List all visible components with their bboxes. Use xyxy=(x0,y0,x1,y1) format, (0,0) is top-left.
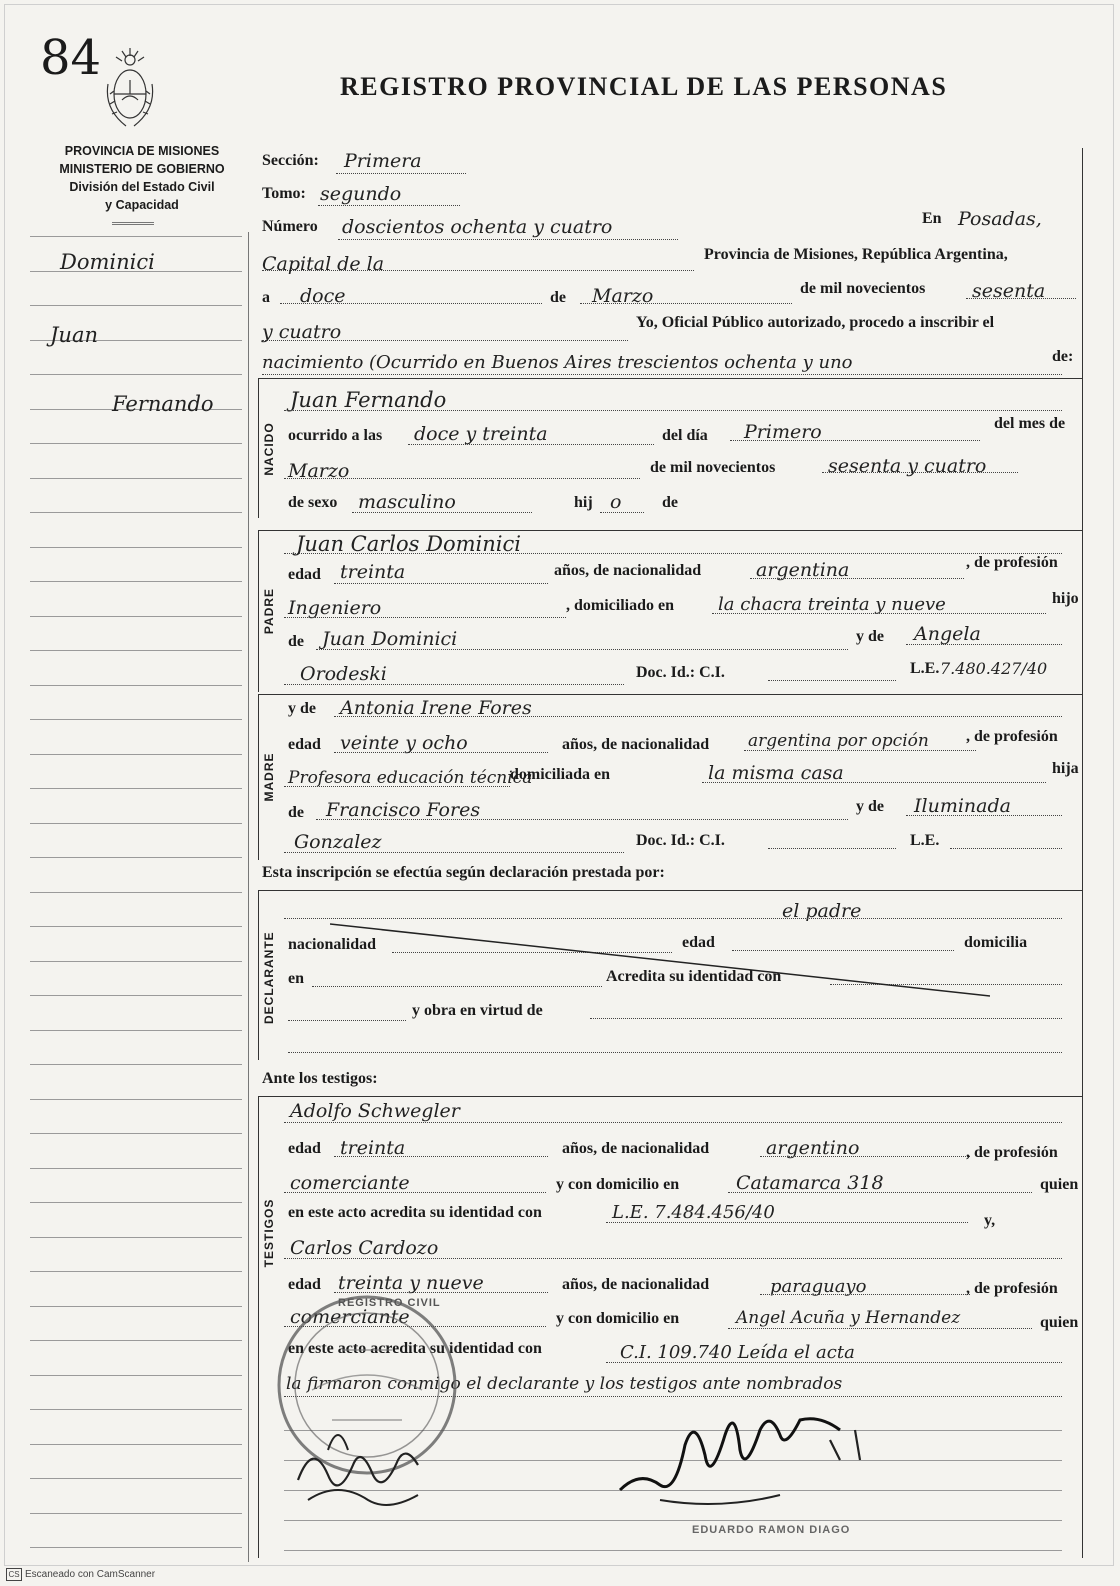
nacido-dia-dots xyxy=(730,440,980,441)
padre-doc-label: Doc. Id.: C.I. xyxy=(636,664,725,681)
nacido-anio-value: sesenta y cuatro xyxy=(828,455,987,477)
testigo2-edad-label: edad xyxy=(288,1276,321,1293)
acta-dots xyxy=(262,374,1062,375)
padre-profesion-value: Ingeniero xyxy=(288,597,382,619)
margin-rule xyxy=(30,1375,242,1376)
testigos-section-label: TESTIGOS xyxy=(262,1198,276,1268)
hij-label: hij xyxy=(574,494,593,511)
padre-hijo-label: hijo xyxy=(1052,590,1079,607)
margin-rule xyxy=(30,1409,242,1410)
testigo1-name: Adolfo Schwegler xyxy=(290,1100,460,1122)
nacido-mes-value: Marzo xyxy=(288,460,350,482)
madre-edad-label: edad xyxy=(288,736,321,753)
madre-domicilio-dots xyxy=(702,782,1046,783)
del-mes-label: del mes de xyxy=(994,415,1066,432)
padre-le-label: L.E. xyxy=(910,660,940,677)
hora-dots xyxy=(408,444,654,445)
padre-domicilio-dots xyxy=(712,613,1046,614)
margin-rule xyxy=(30,719,242,720)
madre-prof-label: , de profesión xyxy=(966,728,1058,745)
testigo1-doc-dots xyxy=(606,1222,968,1223)
declarante-en-label: en xyxy=(288,970,304,987)
dia-value: doce xyxy=(300,285,346,307)
madre-box xyxy=(258,694,259,860)
seccion-value: Primera xyxy=(344,150,422,172)
testigo2-doc-value: C.I. 109.740 Leída el acta xyxy=(620,1342,855,1363)
testigo1-nac-value: argentino xyxy=(766,1137,860,1159)
padre-de-label: de xyxy=(288,633,304,650)
testigo1-profesion-value: comerciante xyxy=(290,1172,410,1194)
madre-profesion-value: Profesora educación técnica xyxy=(288,768,533,788)
mes-value: Marzo xyxy=(592,285,654,307)
yo-label: Yo, Oficial Público autorizado, procedo a inscribir el xyxy=(636,314,995,331)
testigo1-domicilio-value: Catamarca 318 xyxy=(736,1172,884,1194)
del-dia-label: del día xyxy=(662,427,708,444)
declarante-section-label: DECLARANTE xyxy=(262,931,276,1024)
testigo2-nac-dots xyxy=(760,1294,970,1295)
nacido-section-label: NACIDO xyxy=(262,422,276,476)
nacido-dia-value: Primero xyxy=(744,421,822,443)
numero-label: Número xyxy=(262,218,318,235)
margin-rule xyxy=(30,1064,242,1065)
margin-rule xyxy=(30,1513,242,1514)
padre-nac-value: argentina xyxy=(756,559,850,581)
testigo2-domicilio-dots xyxy=(728,1328,1032,1329)
madre-nac-dots xyxy=(744,750,976,751)
testigo1-domicilio-dots xyxy=(728,1192,1032,1193)
nacido-name-dots xyxy=(284,410,1062,411)
madre-doc-dots xyxy=(768,848,896,849)
nacido-mil-label: de mil novecientos xyxy=(650,459,776,476)
testigo2-profesion-value: comerciante xyxy=(290,1306,410,1328)
padre-box xyxy=(258,530,259,692)
testigo1-nac-dots xyxy=(760,1156,970,1157)
nacido-box xyxy=(258,378,259,518)
margin-rule xyxy=(30,512,242,513)
padre-prof-label: , de profesión xyxy=(966,554,1058,571)
acta-de-label: de: xyxy=(1052,348,1074,365)
testigo1-profesion-dots xyxy=(284,1192,546,1193)
margin-rule xyxy=(30,305,242,306)
padre-edad-dots xyxy=(334,583,548,584)
madre-padre-value: Francisco Fores xyxy=(326,799,481,821)
declarante-strike xyxy=(330,920,990,1000)
sexo-value: masculino xyxy=(358,491,456,513)
nacido-de-label: de xyxy=(662,494,678,511)
hora-value: doce y treinta xyxy=(414,423,548,445)
sexo-dots xyxy=(352,512,532,513)
acta-value: nacimiento (Ocurrido en Buenos Aires trescientos ochenta y uno xyxy=(262,352,853,373)
padre-nac-dots xyxy=(750,578,964,579)
testigo2-nac-label: años, de nacionalidad xyxy=(562,1276,710,1293)
padre-padre-value: Juan Dominici xyxy=(322,628,458,650)
margin-rule xyxy=(30,857,242,858)
seal-text: EDUARDO RAMON DIAGO xyxy=(692,1524,851,1536)
official-signature xyxy=(288,1410,438,1520)
declarante-dom-label: domicilia xyxy=(964,934,1028,951)
declaracion-text: Esta inscripción se efectúa según declaración prestada por: xyxy=(262,864,665,881)
madre-nac-value: argentina por opción xyxy=(748,731,929,751)
de-label: de xyxy=(550,289,566,306)
declarante-obra-dots-left xyxy=(288,1020,406,1021)
hij-value: o xyxy=(610,491,622,513)
coat-of-arms-icon xyxy=(100,44,160,134)
testigos-top-rule xyxy=(258,1096,1082,1097)
testigo2-domicilio-value: Angel Acuña y Hernandez xyxy=(736,1308,961,1328)
declarante-obra-dots xyxy=(590,1018,1062,1019)
madre-yde2-label: y de xyxy=(856,798,884,815)
testigo2-quien-label: quien xyxy=(1040,1314,1079,1331)
en-label: En xyxy=(922,210,942,227)
margin-rule xyxy=(30,478,242,479)
margin-rule xyxy=(30,685,242,686)
declaracion-dots xyxy=(284,918,1062,919)
testigo1-dom-label: y con domicilio en xyxy=(556,1176,680,1193)
padre-padre-dots xyxy=(316,649,848,650)
margin-rule xyxy=(30,1271,242,1272)
padre-dom-label: , domiciliado en xyxy=(566,597,675,614)
margin-rule xyxy=(30,823,242,824)
margin-rule xyxy=(30,1478,242,1479)
madre-le-label: L.E. xyxy=(910,832,940,849)
declarante-edad-label: edad xyxy=(682,934,715,951)
testigo2-prof-label: , de profesión xyxy=(966,1280,1058,1297)
padre-profesion-dots xyxy=(284,617,566,618)
nacido-name: Juan Fernando xyxy=(290,388,447,412)
declarante-obra-label: y obra en virtud de xyxy=(412,1002,543,1019)
margin-rule xyxy=(30,547,242,548)
testigo1-quien-label: quien xyxy=(1040,1176,1079,1193)
stamp-text: REGISTRO CIVIL xyxy=(338,1297,441,1309)
madre-domicilio-value: la misma casa xyxy=(708,762,844,784)
testigo1-y-label: y, xyxy=(984,1212,996,1229)
tomo-value: segundo xyxy=(320,183,402,205)
testigo1-edad-dots xyxy=(334,1156,548,1157)
anio-dots-1 xyxy=(966,298,1076,299)
form-right-border xyxy=(1082,148,1083,1558)
madre-top-rule xyxy=(258,694,1082,695)
margin-rule xyxy=(30,1030,242,1031)
madre-madre1-dots xyxy=(906,815,1062,816)
margin-rule xyxy=(30,961,242,962)
madre-padre-dots xyxy=(316,819,848,820)
madre-name-dots xyxy=(334,716,1062,717)
margin-name-2: Fernando xyxy=(112,392,214,416)
padre-madre1-dots xyxy=(906,644,1062,645)
testigo2-edad-value: treinta y nueve xyxy=(338,1272,484,1294)
madre-section-label: MADRE xyxy=(262,752,276,802)
page-title: REGISTRO PROVINCIAL DE LAS PERSONAS xyxy=(340,72,948,101)
declarante-last-dots xyxy=(288,1052,1062,1053)
scanner-footer xyxy=(6,1568,155,1581)
testigos-cierre-value: la firmaron conmigo el declarante y los testigos ante nombrados xyxy=(286,1374,843,1394)
capital-dots xyxy=(262,270,694,271)
madre-dom-label: domiciliada en xyxy=(510,766,611,783)
left-header-division: División del Estado Civil xyxy=(69,180,215,194)
testigo1-prof-label: , de profesión xyxy=(966,1144,1058,1161)
testigo2-doc-dots xyxy=(606,1362,1062,1363)
margin-surname: Dominici xyxy=(60,250,155,274)
signature-rule xyxy=(284,1520,1062,1521)
margin-rule xyxy=(30,1340,242,1341)
padre-name-dots xyxy=(284,553,1062,554)
padre-edad-value: treinta xyxy=(340,561,406,583)
madre-edad-dots xyxy=(334,752,548,753)
testigos-header: Ante los testigos: xyxy=(262,1070,378,1087)
madre-madre1-value: Iluminada xyxy=(914,795,1011,817)
padre-top-rule xyxy=(258,530,1082,531)
ocurrido-label: ocurrido a las xyxy=(288,427,383,444)
sexo-label: de sexo xyxy=(288,494,338,511)
testigo2-name-dots xyxy=(284,1258,1062,1259)
madre-yde-label: y de xyxy=(288,700,316,717)
testigo2-acredita-label: en este acto acredita su identidad con xyxy=(288,1340,542,1357)
hij-dots xyxy=(600,512,644,513)
margin-rule xyxy=(30,374,242,375)
madre-le-dots xyxy=(950,848,1062,849)
left-header-capacity: y Capacidad xyxy=(105,198,179,212)
provincia-label: Provincia de Misiones, República Argentina, xyxy=(704,246,1008,263)
margin-rule xyxy=(30,1547,242,1548)
testigo2-name: Carlos Cardozo xyxy=(290,1237,439,1259)
margin-rule xyxy=(30,1099,242,1100)
padre-madre1-value: Angela xyxy=(914,623,981,645)
margin-rule xyxy=(30,650,242,651)
mes-dots xyxy=(580,303,792,304)
tomo-label: Tomo: xyxy=(262,185,306,202)
padre-madre2-dots xyxy=(284,684,624,685)
en-value: Posadas, xyxy=(958,208,1042,230)
padre-doc-dots xyxy=(768,680,896,681)
capital-value: Capital de la xyxy=(262,253,385,275)
margin-rule xyxy=(30,1202,242,1203)
nacido-anio-dots xyxy=(822,472,1018,473)
left-header-province: PROVINCIA DE MISIONES xyxy=(64,144,220,158)
mil-label: de mil novecientos xyxy=(800,280,926,297)
margin-rule xyxy=(30,788,242,789)
margin-rule xyxy=(30,995,242,996)
padre-yde-label: y de xyxy=(856,628,884,645)
numero-dots xyxy=(338,239,678,240)
madre-de-label: de xyxy=(288,804,304,821)
margin-separator xyxy=(248,232,249,1562)
testigos-box xyxy=(258,1096,259,1558)
margin-rule xyxy=(30,892,242,893)
declarante-box xyxy=(258,890,259,1060)
anio-value-1: sesenta xyxy=(972,280,1046,302)
left-header-underline xyxy=(112,222,154,225)
numero-value: doscientos ochenta y cuatro xyxy=(342,216,613,238)
page-number: 84 xyxy=(40,30,102,86)
a-label: a xyxy=(262,289,270,306)
madre-edad-value: veinte y ocho xyxy=(340,732,468,754)
nacido-mes-dots xyxy=(284,478,640,479)
margin-rule xyxy=(30,926,242,927)
margin-rule xyxy=(30,1168,242,1169)
declarante-nac-label: nacionalidad xyxy=(288,936,377,953)
madre-hija-label: hija xyxy=(1052,760,1079,777)
madre-nac-label: años, de nacionalidad xyxy=(562,736,710,753)
margin-rule xyxy=(30,1306,242,1307)
testigo1-doc-value: L.E. 7.484.456/40 xyxy=(612,1202,775,1223)
camscanner-logo-icon: CS xyxy=(6,1568,22,1581)
declarant-signature xyxy=(600,1400,900,1520)
left-header xyxy=(36,142,248,214)
padre-edad-label: edad xyxy=(288,566,321,583)
anio-value-2: y cuatro xyxy=(262,321,342,343)
padre-section-label: PADRE xyxy=(262,587,276,635)
madre-madre2-dots xyxy=(284,852,624,853)
madre-doc-label: Doc. Id.: C.I. xyxy=(636,832,725,849)
dia-dots xyxy=(280,303,542,304)
padre-nac-label: años, de nacionalidad xyxy=(554,562,702,579)
testigo1-nac-label: años, de nacionalidad xyxy=(562,1140,710,1157)
margin-rule xyxy=(30,1444,242,1445)
margin-rule xyxy=(30,1133,242,1134)
anio-dots-2 xyxy=(262,340,628,341)
testigo1-edad-value: treinta xyxy=(340,1137,406,1159)
margin-rule xyxy=(30,754,242,755)
testigo2-dom-label: y con domicilio en xyxy=(556,1310,680,1327)
madre-profesion-dots xyxy=(284,786,510,787)
testigo2-nac-value: paraguayo xyxy=(770,1276,867,1297)
margin-rule xyxy=(30,443,242,444)
declaracion-value: el padre xyxy=(782,900,862,922)
padre-name: Juan Carlos Dominici xyxy=(296,532,521,556)
margin-rule xyxy=(30,616,242,617)
margin-rule xyxy=(30,1237,242,1238)
tomo-dots xyxy=(318,205,460,206)
margin-rule xyxy=(30,581,242,582)
footer-text: Escaneado con CamScanner xyxy=(25,1569,156,1580)
left-header-ministry: MINISTERIO DE GOBIERNO xyxy=(59,162,225,176)
testigo1-edad-label: edad xyxy=(288,1140,321,1157)
seccion-label: Sección: xyxy=(262,152,319,169)
padre-madre2-value: Orodeski xyxy=(300,663,387,685)
declarante-top-rule xyxy=(258,890,1082,891)
madre-madre2-value: Gonzalez xyxy=(294,831,382,853)
margin-rule xyxy=(30,236,242,237)
margin-name-1: Juan xyxy=(50,323,98,347)
testigo1-acredita-label: en este acto acredita su identidad con xyxy=(288,1204,542,1221)
seccion-dots xyxy=(336,173,466,174)
declarante-acredita-label: Acredita su identidad con xyxy=(606,968,782,985)
madre-name: Antonia Irene Fores xyxy=(340,697,532,719)
padre-le-value: 7.480.427/40 xyxy=(940,659,1048,678)
signature-rule xyxy=(284,1550,1062,1551)
padre-domicilio-value: la chacra treinta y nueve xyxy=(718,594,946,615)
testigo1-name-dots xyxy=(284,1122,1062,1123)
nacido-top-rule xyxy=(258,378,1082,379)
